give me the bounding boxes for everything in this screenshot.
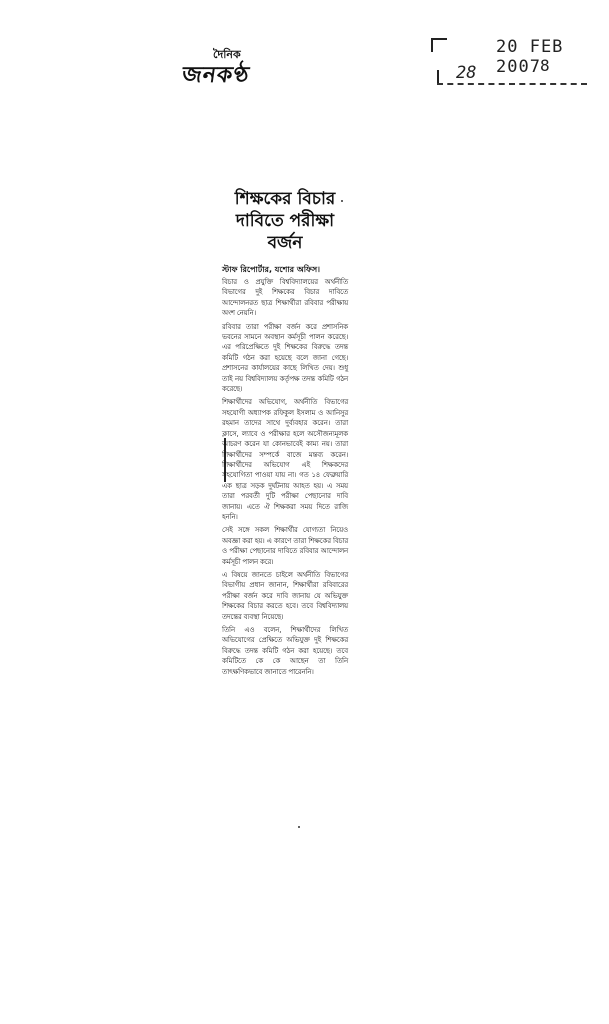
news-article bbox=[222, 188, 348, 680]
article-headline: শিক্ষকের বিচার দাবিতে পরীক্ষা বর্জন bbox=[234, 189, 336, 253]
archive-column-number: 8 bbox=[540, 56, 550, 75]
stamp-tick-mark bbox=[437, 70, 439, 84]
stamp-underline bbox=[437, 83, 587, 85]
newspaper-logo: জনকণ্ঠ bbox=[180, 63, 252, 88]
stamp-corner-mark bbox=[431, 38, 447, 52]
archive-page-number: 28 bbox=[456, 63, 477, 83]
article-paragraph: বিচার ও প্রযুক্তি বিশ্ববিদ্যালয়ের অর্থনীতি বিভাগের দুই শিক্ষকের বিচার দাবিতে আন্দোলনরত ছাত্র শিক্ষার্থীরা রবিবার পরীক্ষায় অংশ নেয়নি। bbox=[222, 278, 348, 318]
archive-date-stamp: 20 FEB 2007 bbox=[496, 37, 564, 77]
scan-speck bbox=[341, 200, 343, 202]
masthead-label: দৈনিক bbox=[213, 48, 241, 61]
article-paragraph: রবিবার তারা পরীক্ষা বর্জন করে প্রশাসনিক ভবনের সামনে অবস্থান কর্মসূচী পালন করেছে। এর পরিপ্রেক্ষিতে দুই শিক্ষকের বিরুদ্ধে তদন্ত কমিটি গঠন করা হয়েছে বলে জানা গেছে। প্রশাসনের কার্যালয়ের কাছে লিখিত দেয়। শুধু তাই নয় বিশ্ববিদ্যালয় কর্তৃপক্ষ তদন্ত কমিটি গঠন করেছে। bbox=[222, 322, 348, 394]
article-paragraph: এ বিষয়ে জানতে চাইলে অর্থনীতি বিভাগের বিভাগীয় প্রধান জানান, শিক্ষার্থীরা রবিবারের পরীক্ষা বর্জন করে দাবি জানায় যে অভিযুক্ত শিক্ষকের বিচার করতে হবে। তবে বিশ্ববিদ্যালয় তদন্তের ব্যবস্থা নিয়েছে। bbox=[222, 570, 348, 621]
article-paragraph: তিনি এও বলেন, শিক্ষার্থীদের লিখিত অভিযোগের প্রেক্ষিতে অভিযুক্ত দুই শিক্ষকের বিরুদ্ধে তদন্ত কমিটি গঠন করা হয়েছে। তবে কমিটিতে কে কে আছেন তা তিনি তাৎক্ষণিকভাবে জানাতে পারেননি। bbox=[222, 626, 348, 676]
scan-speck bbox=[298, 826, 300, 828]
article-dateline: স্টাফ রিপোর্টার, যশোর অফিস। bbox=[222, 265, 321, 274]
article-paragraph: শিক্ষার্থীদের অভিযোগ, অর্থনীতি বিভাগের সহযোগী অধ্যাপক রফিকুল ইসলাম ও আনিসুর রহমান তাদের সাথে দুর্ব্যবহার করেন। তারা ক্লাসে, ল্যাবে ও পরীক্ষার হলে অসৌজন্যমূলক আচরণ করেন যা কোনভাবেই কাম্য নয়। তারা শিক্ষার্থীদের সম্পর্কে বাজে মন্তব্য করেন। শিক্ষার্থীদের অভিযোগ এই শিক্ষকদের সহযোগিতা পাওয়া যায় না। গত ১৪ ফেব্রুয়ারি এক ছাত্র সড়ক দুর্ঘটনায় আহত হয়। এ সময় তারা পরবর্তী দুটি পরীক্ষা পেছানোর দাবি জানায়। এতে ঐ শিক্ষকরা সময় দিতে রাজি হননি। bbox=[222, 398, 348, 521]
article-paragraph: সেই সঙ্গে সকল শিক্ষার্থীর যোগ্যতা নিয়েও অবজ্ঞা করা হয়। এ কারণে তারা শিক্ষকের বিচার ও পরীক্ষা পেছানোর দাবিতে রবিবার আন্দোলন কর্মসূচী পালন করে। bbox=[222, 526, 348, 566]
